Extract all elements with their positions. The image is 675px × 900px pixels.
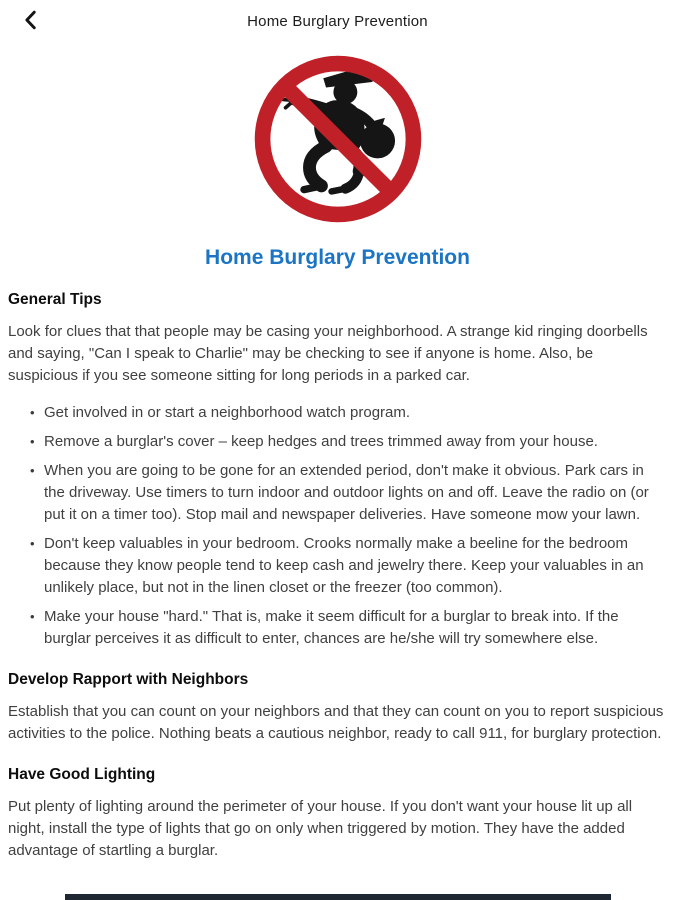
bullet-icon: • bbox=[30, 405, 35, 420]
paragraph-lighting: Put plenty of lighting around the perimeter of your house. If you don't want your house lit up all night, install the type of lights that go on only when triggered by motion. They have the added advantage of startling a burglar. bbox=[8, 798, 633, 859]
chevron-left-icon bbox=[20, 9, 42, 31]
tips-list bbox=[8, 402, 667, 650]
list-item bbox=[30, 460, 667, 526]
article-scroll-area[interactable] bbox=[0, 47, 675, 862]
bullet-icon: • bbox=[30, 536, 35, 551]
list-item bbox=[30, 431, 667, 453]
list-item-text: Get involved in or start a neighborhood watch program. bbox=[44, 404, 411, 421]
list-item bbox=[30, 606, 667, 650]
top-app-bar bbox=[0, 0, 675, 42]
bullet-icon: • bbox=[30, 463, 35, 478]
list-item-text: When you are going to be gone for an extended period, don't make it obvious. Park cars in the driveway. Use timers to turn indoor and outdoor lights on and off. Leave the radio on (or put it on a timer too). Stop mail and newspaper deliveries. Have someone mow your lawn. bbox=[44, 462, 649, 523]
page-title: Home Burglary Prevention bbox=[247, 12, 428, 30]
bottom-divider bbox=[65, 894, 611, 900]
back-button[interactable] bbox=[16, 5, 46, 35]
paragraph-general-tips-intro: Look for clues that that people may be casing your neighborhood. A strange kid ringing doorbells and saying, "Can I speak to Charlie" may be checking to see if anyone is home. Also, be suspicious if you see someone sitting for long periods in a parked car. bbox=[8, 323, 648, 384]
section-heading-rapport: Develop Rapport with Neighbors bbox=[8, 671, 249, 688]
list-item bbox=[30, 402, 667, 424]
list-item bbox=[30, 533, 667, 599]
list-item-text: Remove a burglar's cover – keep hedges and trees trimmed away from your house. bbox=[44, 433, 598, 450]
bullet-icon: • bbox=[30, 434, 35, 449]
list-item-text: Make your house "hard." That is, make it seem difficult for a burglar to break into. If the burglar perceives it as difficult to enter, chances are he/she will try somewhere else. bbox=[44, 608, 619, 647]
article-body bbox=[0, 290, 675, 862]
article-title: Home Burglary Prevention bbox=[205, 246, 470, 269]
section-heading-lighting: Have Good Lighting bbox=[8, 766, 156, 783]
no-burglar-prohibition-icon bbox=[246, 47, 430, 231]
bullet-icon: • bbox=[30, 609, 35, 624]
list-item-text: Don't keep valuables in your bedroom. Crooks normally make a beeline for the bedroom because they know people tend to keep cash and jewelry there. Keep your valuables in an unlikely place, but not in the linen closet or the freezer (too common). bbox=[44, 535, 644, 596]
section-heading-general-tips: General Tips bbox=[8, 291, 102, 308]
paragraph-rapport: Establish that you can count on your neighbors and that they can count on you to report suspicious activities to the police. Nothing beats a cautious neighbor, ready to call 911, for burglary protection. bbox=[8, 703, 664, 742]
